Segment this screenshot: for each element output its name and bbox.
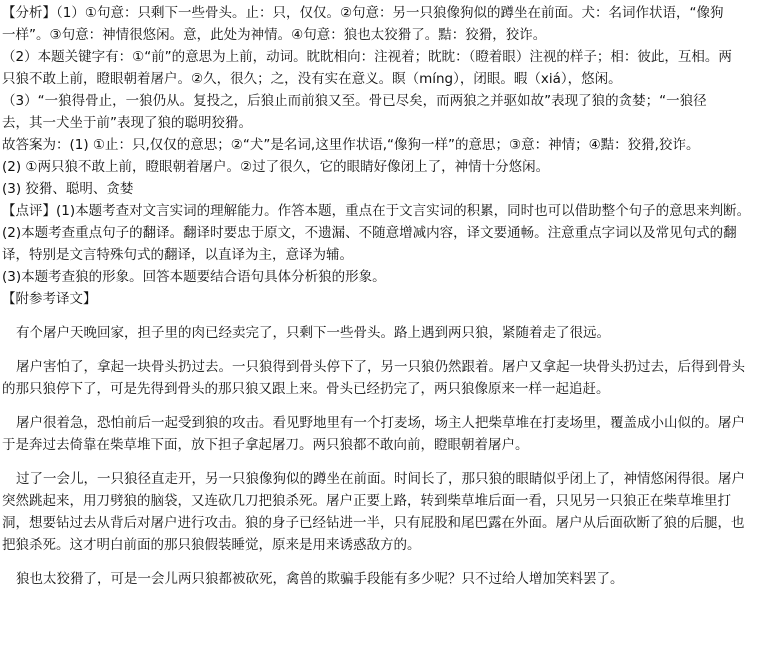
translation-paragraph-line: 把狼杀死。这才明白前面的那只狼假装睡觉，原来是用来诱惑敌方的。 [2, 537, 421, 553]
analysis-line: 一样”。③句意：神情很悠闲。意，此处为神情。④句意：狼也太狡猾了。黠：狡猾，狡诈。 [2, 27, 547, 43]
answer-line: (2) ①两只狼不敢上前，瞪眼朝着屠户。②过了很久，它的眼睛好像闭上了，神情十分悠闲。 [2, 159, 550, 175]
comment-line: (3)本题考查狼的形象。回答本题要结合语句具体分析狼的形象。 [2, 269, 386, 285]
comment-line: 译，特别是文言特殊句式的翻译，以直译为主，意译为辅。 [2, 247, 353, 263]
comment-line: (2)本题考查重点句子的翻译。翻译时要忠于原文，不遗漏、不随意增减内容，译文要通畅。注意重点字词以及常见句式的翻 [2, 225, 737, 241]
translation-paragraph-line: 屠户很着急，恐怕前后一起受到狼的攻击。看见野地里有一个打麦场，场主人把柴草堆在打麦场里，覆盖成小山似的。屠户 [16, 415, 745, 431]
translation-paragraph-line: 狼也太狡猾了，可是一会儿两只狼都被砍死，禽兽的欺骗手段能有多少呢？只不过给人增加笑料罢了。 [16, 571, 624, 587]
translation-paragraph-line: 屠户害怕了，拿起一块骨头扔过去。一只狼得到骨头停下了，另一只狼仍然跟着。屠户又拿起一块骨头扔过去，后得到骨头 [16, 359, 745, 375]
translation-paragraph-line: 有个屠户天晚回家，担子里的肉已经卖完了，只剩下一些骨头。路上遇到两只狼，紧随着走了很远。 [16, 325, 610, 341]
analysis-line: 去，其一犬坐于前”表现了狼的聪明狡猾。 [2, 115, 252, 131]
comment-section [2, 200, 774, 288]
comment-line: 【点评】(1)本题考查对文言实词的理解能力。作答本题，重点在于文言实词的积累，同时也可以借助整个句子的意思来判断。 [2, 203, 751, 219]
answer-line: 故答案为：(1) ①止：只,仅仅的意思；②“犬”是名词,这里作状语,“像狗一样”的意思；③意：神情；④黠：狡猾,狡诈。 [2, 137, 700, 153]
analysis-line: （2）本题关键字有：①“前”的意思为上前，动词。眈眈相向：注视着；眈眈：（瞪着眼）注视的样子；相：彼此，互相。两 [2, 49, 732, 65]
analysis-section [2, 2, 774, 134]
analysis-line: 【分析】（1）①句意：只剩下一些骨头。止：只，仅仅。②句意：另一只狼像狗似的蹲坐在前面。犬：名词作状语，“像狗 [2, 5, 724, 21]
translation-paragraph-line: 的那只狼停下了，可是先得到骨头的那只狼又跟上来。骨头已经扔完了，两只狼像原来一样一起追赶。 [2, 381, 610, 397]
translation-paragraph-line: 突然跳起来，用刀劈狼的脑袋，又连砍几刀把狼杀死。屠户正要上路，转到柴草堆后面一看，只见另一只狼正在柴草堆里打 [2, 493, 731, 509]
analysis-line: （3）“一狼得骨止，一狼仍从。复投之，后狼止而前狼又至。骨已尽矣，而两狼之并驱如故”表现了狼的贪婪；“一狼径 [2, 93, 707, 109]
translation-heading: 【附参考译文】 [2, 291, 97, 307]
translation-paragraph-line: 于是奔过去倚靠在柴草堆下面，放下担子拿起屠刀。两只狼都不敢向前，瞪眼朝着屠户。 [2, 437, 529, 453]
answer-section [2, 134, 774, 200]
translation-section [2, 288, 774, 590]
translation-paragraph-line: 过了一会儿，一只狼径直走开，另一只狼像狗似的蹲坐在前面。时间长了，那只狼的眼睛似乎闭上了，神情悠闲得很。屠户 [16, 471, 745, 487]
analysis-line: 只狼不敢上前，瞪眼朝着屠户。②久，很久；之，没有实在意义。瞑（míng），闭眼。暇（xiá），悠闲。 [2, 71, 622, 87]
answer-line: (3) 狡猾、聪明、贪婪 [2, 181, 134, 197]
translation-paragraph-line: 洞，想要钻过去从背后对屠户进行攻击。狼的身子已经钻进一半，只有屁股和尾巴露在外面。屠户从后面砍断了狼的后腿，也 [2, 515, 745, 531]
